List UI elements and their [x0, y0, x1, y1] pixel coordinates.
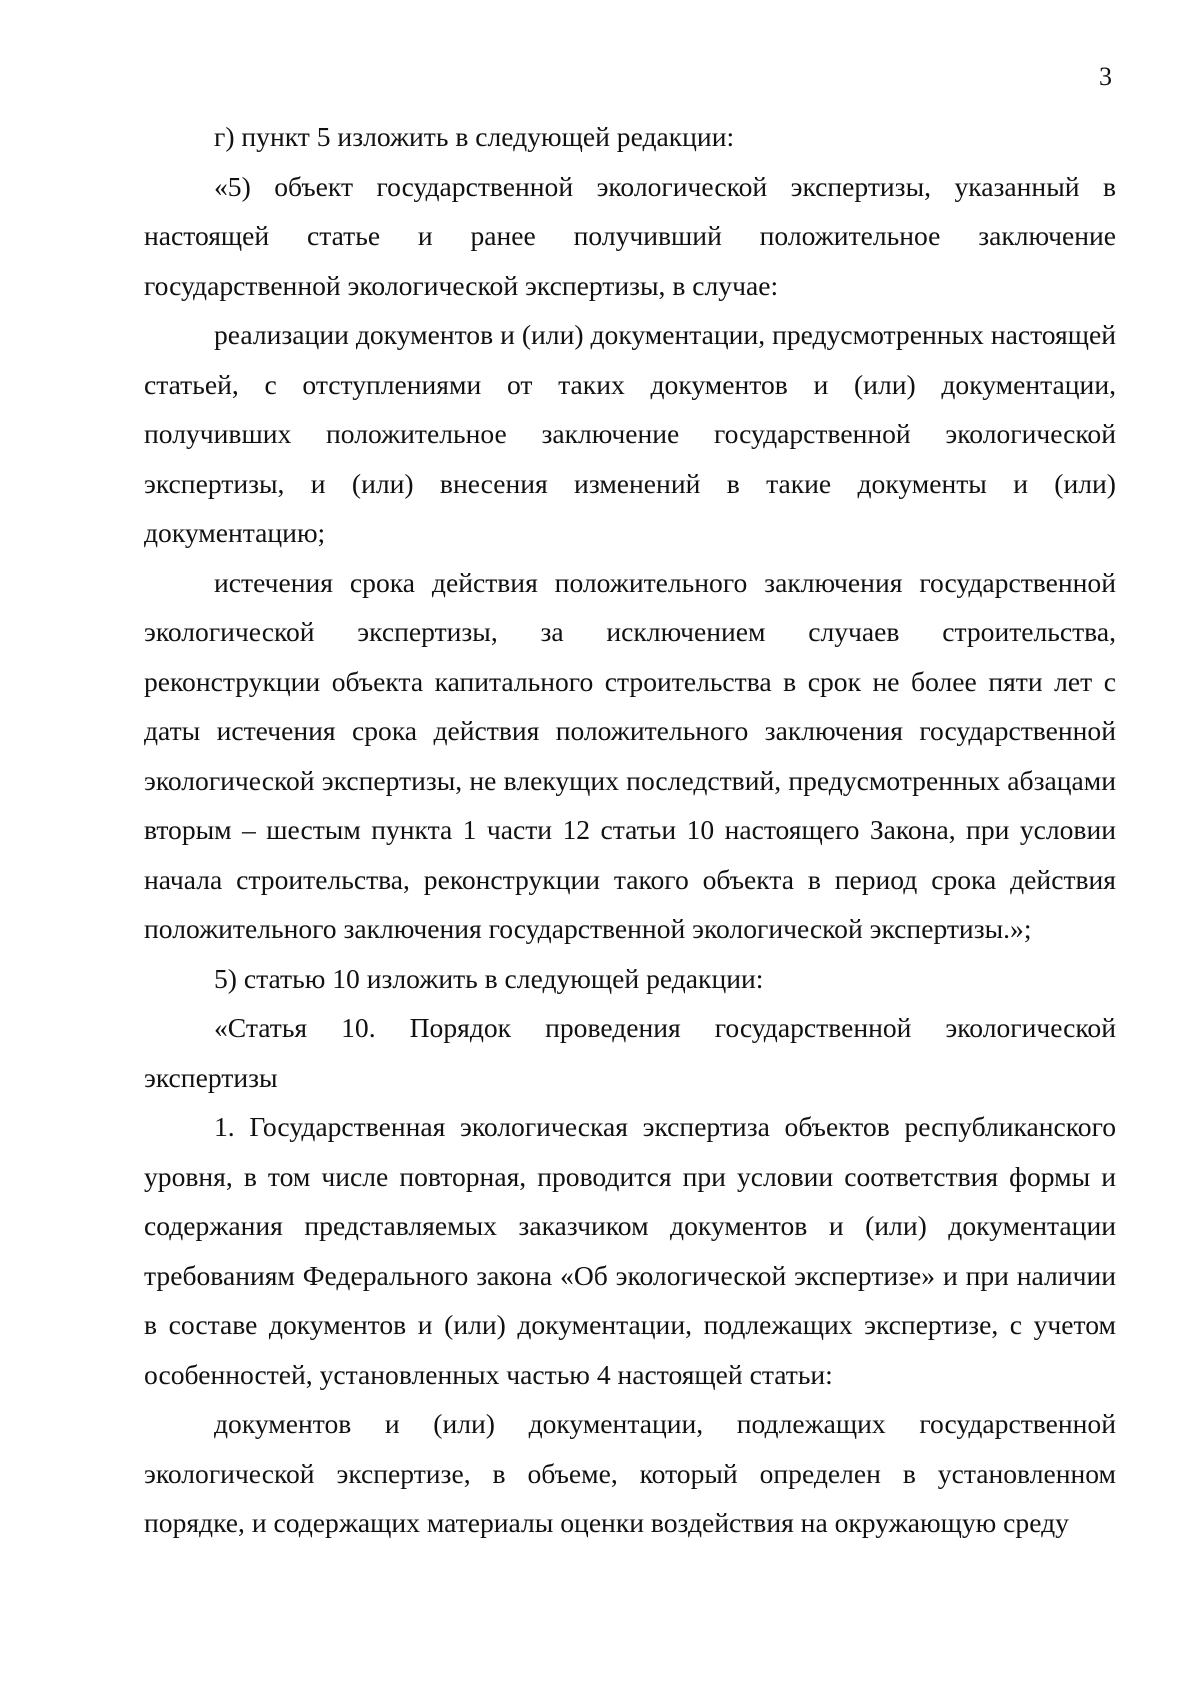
paragraph-item-5-quote: «5) объект государственной экологической экспертизы, указанный в настоящей статье и ранее получивший положительное заключение государственной экологической экспертизы, в случае: [144, 170, 1116, 301]
article-10-heading: «Статья 10. Порядок проведения государственной экологической экспертизы [144, 1012, 1116, 1093]
article-10-clause-1: 1. Государственная экологическая экспертиза объектов республиканского уровня, в том числе повторная, проводится при условии соответствия формы и содержания представляемых заказчиком документов и (или) документации требованиям Федерального закона «Об экологической экспертизе» и при наличии в составе документов и (или) документации, подлежащих экспертизе, с учетом особенностей, установленных частью 4 настоящей статьи: [144, 1111, 1116, 1390]
paragraph-item-g: г) пункт 5 изложить в следующей редакции: [214, 121, 735, 152]
paragraph-documents: документов и (или) документации, подлежащих государственной экологической экспертизе, в объеме, который определен в установленном порядке, и содержащих материалы оценки воздействия на окружающую среду [144, 1408, 1116, 1538]
paragraph-expiry: истечения срока действия положительного заключения государственной экологической экспертизы, за исключением случаев строительства, реконструкции объекта капитального строительства в срок не более пяти лет с даты истечения срока действия положительного заключения государственной экологической экспертизы, не влекущих последствий, предусмотренных абзацами вторым – шестым пункта 1 части 12 статьи 10 настоящего Закона, при условии начала строительства, реконструкции такого объекта в период срока действия положительного заключения государственной экологической экспертизы.»; [144, 566, 1116, 944]
page-number: 3 [1099, 62, 1112, 91]
document-body [144, 112, 1116, 1548]
paragraph-realization: реализации документов и (или) документации, предусмотренных настоящей статьей, с отступлениями от таких документов и (или) документации, получивших положительное заключение государственной экологической экспертизы, и (или) внесения изменений в такие документы и (или) документацию; [144, 319, 1116, 548]
paragraph-article-10-amend: 5) статью 10 изложить в следующей редакции: [214, 962, 764, 994]
